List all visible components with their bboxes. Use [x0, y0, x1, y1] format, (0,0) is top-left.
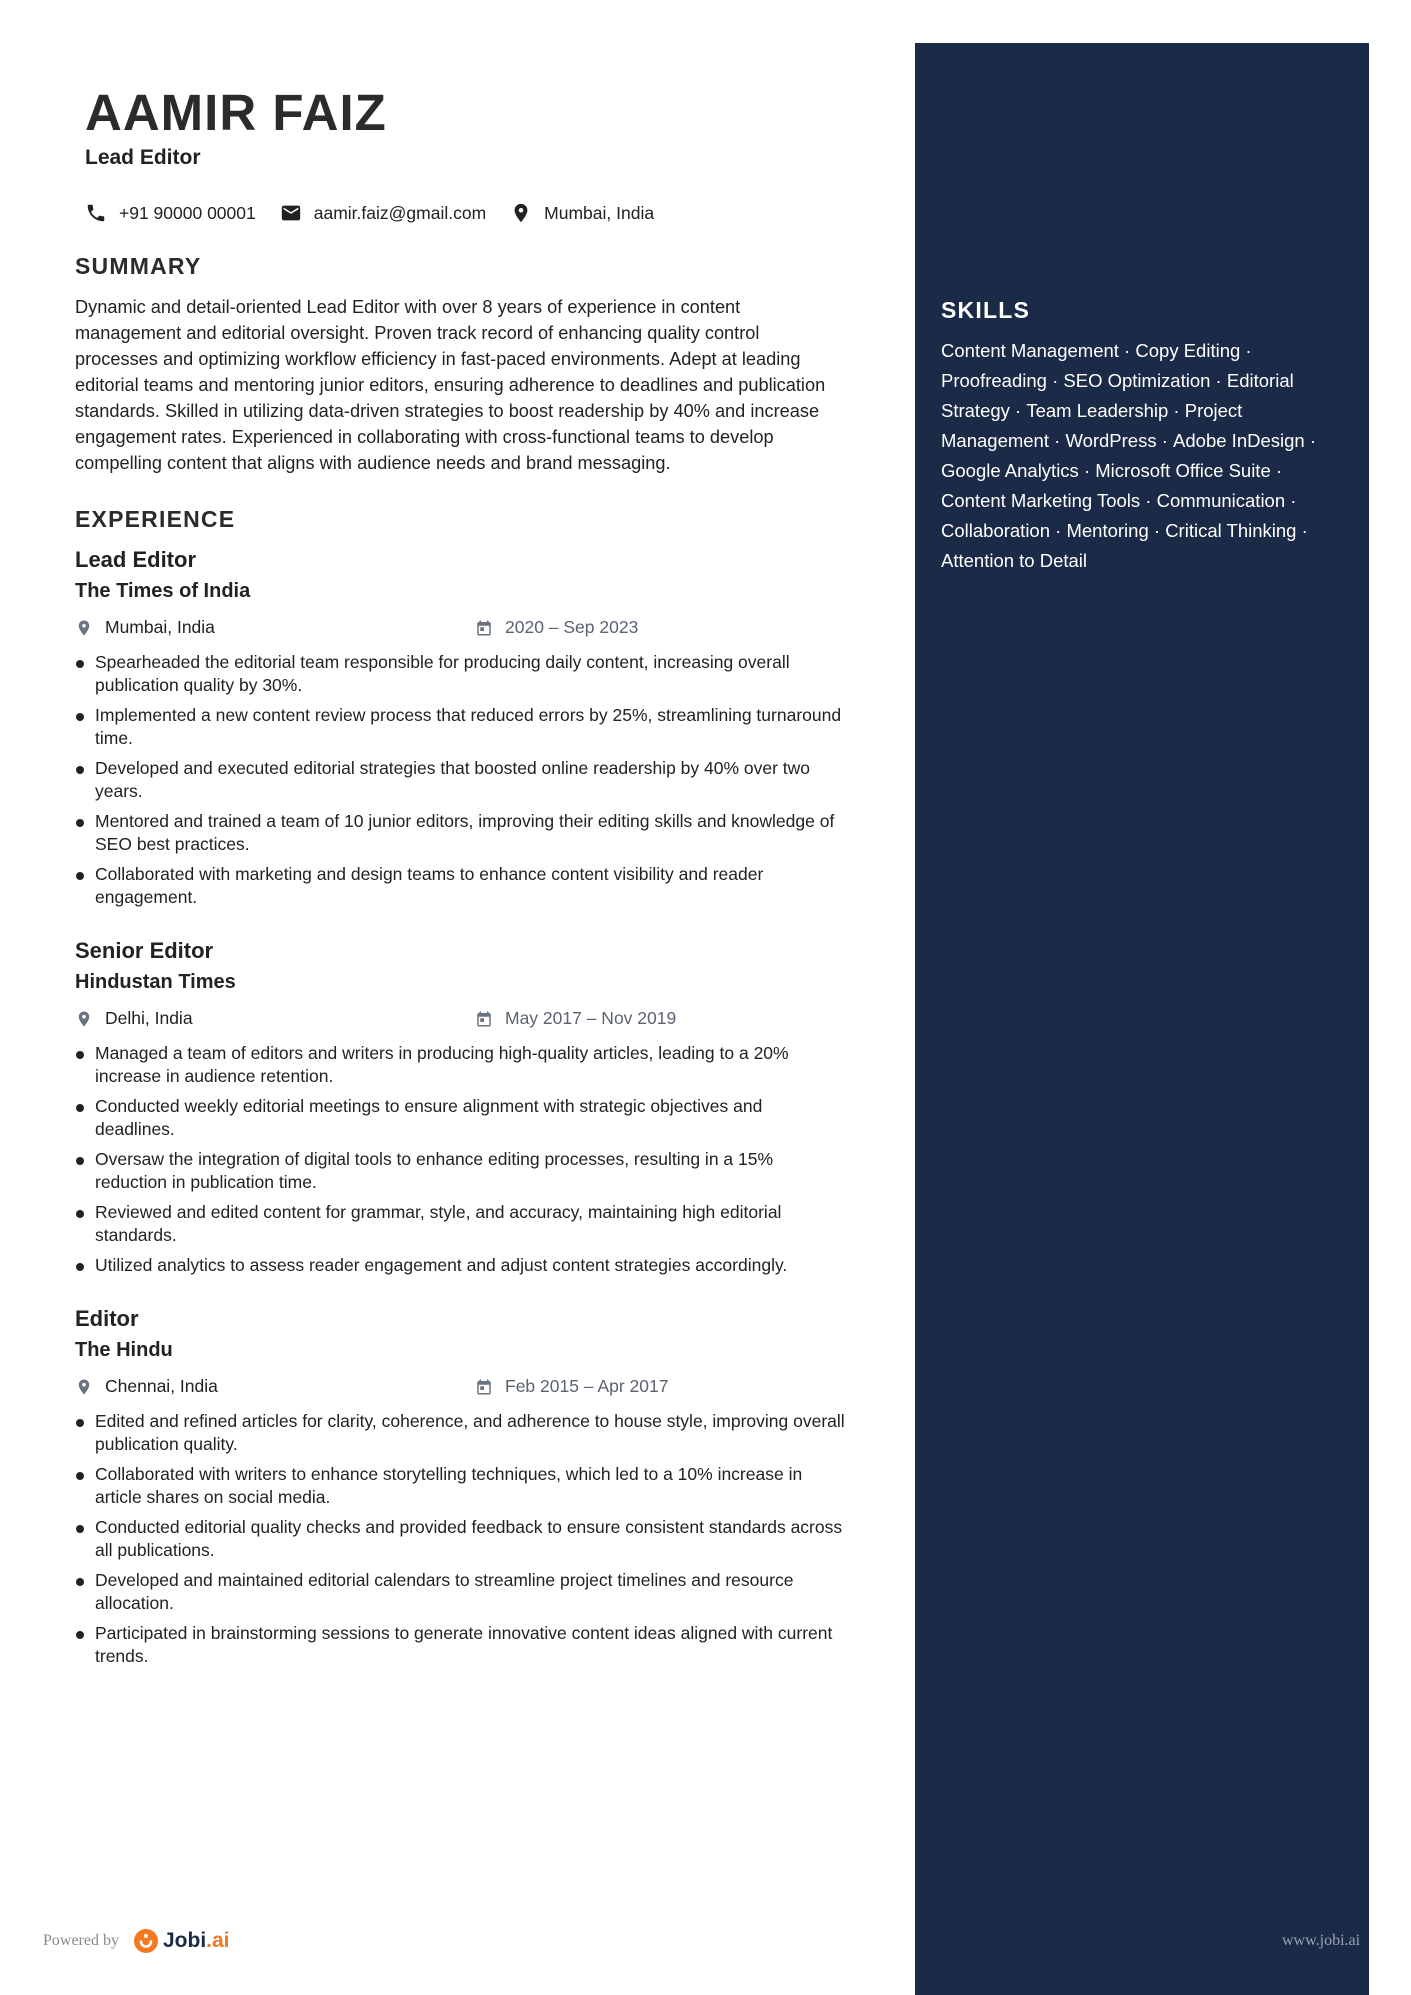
location-pin-icon: [510, 202, 532, 224]
skill-separator: ·: [1240, 340, 1252, 361]
skill-separator: ·: [1118, 340, 1136, 361]
skill-separator: ·: [1009, 400, 1027, 421]
job-title: Senior Editor: [75, 938, 214, 963]
skill-item: Project Management: [941, 400, 1243, 451]
job-bullet: Conducted weekly editorial meetings to ensure alignment with strategic objectives and deadlines.: [75, 1095, 845, 1141]
skills-list: [941, 336, 1341, 576]
brand-main: Jobi: [162, 1929, 207, 1952]
candidate-name: AAMIR FAIZ: [85, 84, 387, 141]
skill-separator: ·: [1048, 430, 1066, 451]
contact-info: [85, 202, 678, 224]
skill-item: Critical Thinking: [1165, 520, 1297, 541]
job-dates-text: May 2017 – Nov 2019: [505, 1008, 677, 1028]
job-location: [75, 617, 215, 638]
job-bullet: Oversaw the integration of digital tools to enhance editing processes, resulting in a 15% reduction in publication time.: [75, 1148, 845, 1194]
job-bullets: [75, 1410, 845, 1668]
skill-separator: ·: [1078, 460, 1096, 481]
calendar-icon: [475, 1009, 493, 1029]
skill-item: Microsoft Office Suite: [1095, 460, 1271, 481]
calendar-icon: [475, 1377, 493, 1397]
skill-item: Communication: [1156, 490, 1286, 511]
job-bullet: Conducted editorial quality checks and provided feedback to ensure consistent standards across all publications.: [75, 1516, 845, 1562]
contact-phone: [85, 202, 256, 224]
skill-separator: ·: [1156, 430, 1174, 451]
job-bullet: Implemented a new content review process that reduced errors by 25%, streamlining turnaround time.: [75, 704, 845, 750]
jobi-logo-icon: [133, 1928, 159, 1954]
skill-item: Proofreading: [941, 370, 1047, 391]
job-location-text: Chennai, India: [105, 1376, 218, 1396]
location-text: Mumbai, India: [544, 202, 655, 223]
skill-item: Google Analytics: [941, 460, 1079, 481]
footer-powered-by: [43, 1928, 230, 1954]
job-location: [75, 1008, 193, 1029]
skill-item: Team Leadership: [1026, 400, 1169, 421]
summary-heading: SUMMARY: [75, 253, 202, 279]
email-address: aamir.faiz@gmail.com: [313, 202, 487, 223]
location-pin-icon: [75, 618, 93, 638]
skill-item: Attention to Detail: [941, 550, 1088, 571]
job-company: The Hindu: [75, 1339, 173, 1361]
job-bullets: [75, 1042, 845, 1277]
job-bullet: Edited and refined articles for clarity, coherence, and adherence to house style, improving overall publication quality.: [75, 1410, 845, 1456]
job-bullet: Mentored and trained a team of 10 junior editors, improving their editing skills and knowledge of SEO best practices.: [75, 810, 845, 856]
experience-entry: [75, 546, 845, 916]
job-company: Hindustan Times: [75, 971, 236, 993]
location-pin-icon: [75, 1377, 93, 1397]
skill-item: Adobe InDesign: [1173, 430, 1305, 451]
job-location-text: Delhi, India: [105, 1008, 193, 1028]
job-bullet: Spearheaded the editorial team responsible for producing daily content, increasing overall publication quality by 30%.: [75, 651, 845, 697]
skills-heading: SKILLS: [941, 297, 1030, 323]
skill-separator: ·: [1296, 520, 1308, 541]
job-bullets: [75, 651, 845, 909]
job-location: [75, 1376, 218, 1397]
skill-item: Mentoring: [1066, 520, 1149, 541]
skill-item: Copy Editing: [1135, 340, 1241, 361]
skill-item: Content Marketing Tools: [941, 490, 1141, 511]
candidate-role: Lead Editor: [85, 146, 201, 169]
job-dates: [475, 1376, 668, 1397]
job-dates: [475, 617, 638, 638]
skill-separator: ·: [1285, 490, 1297, 511]
contact-location: [510, 202, 654, 224]
envelope-icon: [280, 202, 302, 224]
job-bullet: Developed and executed editorial strategies that boosted online readership by 40% over two years.: [75, 757, 845, 803]
skill-separator: ·: [1304, 430, 1317, 451]
job-bullet: Collaborated with marketing and design teams to enhance content visibility and reader engagement.: [75, 863, 845, 909]
job-bullet: Utilized analytics to assess reader engagement and adjust content strategies accordingly.: [75, 1254, 845, 1277]
skill-separator: ·: [1168, 400, 1185, 421]
job-bullet: Developed and maintained editorial calendars to streamline project timelines and resource allocation.: [75, 1569, 845, 1615]
footer-website[interactable]: www.jobi.ai: [1282, 1932, 1361, 1949]
phone-icon: [85, 202, 107, 224]
job-title: Lead Editor: [75, 547, 197, 572]
job-dates-text: 2020 – Sep 2023: [505, 617, 639, 637]
job-title: Editor: [75, 1306, 139, 1331]
job-bullet: Participated in brainstorming sessions to generate innovative content ideas aligned with current trends.: [75, 1622, 845, 1668]
job-company: The Times of India: [75, 580, 251, 602]
job-meta: [75, 1376, 845, 1404]
job-dates-text: Feb 2015 – Apr 2017: [505, 1376, 669, 1396]
skill-item: WordPress: [1065, 430, 1157, 451]
experience-entry: [75, 937, 845, 1284]
skill-item: Editorial Strategy: [941, 370, 1294, 421]
skills-sidebar: [915, 43, 1369, 1995]
job-bullet: Managed a team of editors and writers in producing high-quality articles, leading to a 20% increase in audience retention.: [75, 1042, 845, 1088]
skill-item: Collaboration: [941, 520, 1051, 541]
summary-text: Dynamic and detail-oriented Lead Editor with over 8 years of experience in content management and editorial oversight. Proven track record of enhancing quality control processes and optimizing workflow efficiency in fast-paced environments. Adept at leading editorial teams and mentoring junior editors, ensuring adherence to deadlines and publication standards. Skilled in utilizing data-driven strategies to boost readership by 40% and increase engagement rates. Experienced in collaborating with cross-functional teams to develop compelling content that aligns with audience needs and brand messaging.: [75, 297, 826, 473]
job-bullet: Reviewed and edited content for grammar, style, and accuracy, maintaining high editorial standards.: [75, 1201, 845, 1247]
brand-logo[interactable]: [133, 1928, 230, 1954]
skill-separator: ·: [1210, 370, 1227, 391]
job-meta: [75, 617, 845, 645]
brand-suffix: .ai: [206, 1929, 230, 1952]
powered-by-label: Powered by: [43, 1932, 119, 1949]
job-meta: [75, 1008, 845, 1036]
skill-separator: ·: [1046, 370, 1064, 391]
location-pin-icon: [75, 1009, 93, 1029]
experience-entry: [75, 1305, 845, 1675]
calendar-icon: [475, 618, 493, 638]
skill-separator: ·: [1140, 490, 1157, 511]
skill-separator: ·: [1148, 520, 1166, 541]
skill-item: SEO Optimization: [1063, 370, 1211, 391]
contact-email: [280, 202, 486, 224]
skill-separator: ·: [1050, 520, 1067, 541]
skill-separator: ·: [1270, 460, 1283, 481]
job-location-text: Mumbai, India: [105, 617, 215, 637]
job-dates: [475, 1008, 676, 1029]
skill-item: Content Management: [941, 340, 1119, 361]
phone-number: +91 90000 00001: [119, 202, 256, 223]
experience-heading: EXPERIENCE: [75, 506, 236, 532]
job-bullet: Collaborated with writers to enhance storytelling techniques, which led to a 10% increase in article shares on social media.: [75, 1463, 845, 1509]
